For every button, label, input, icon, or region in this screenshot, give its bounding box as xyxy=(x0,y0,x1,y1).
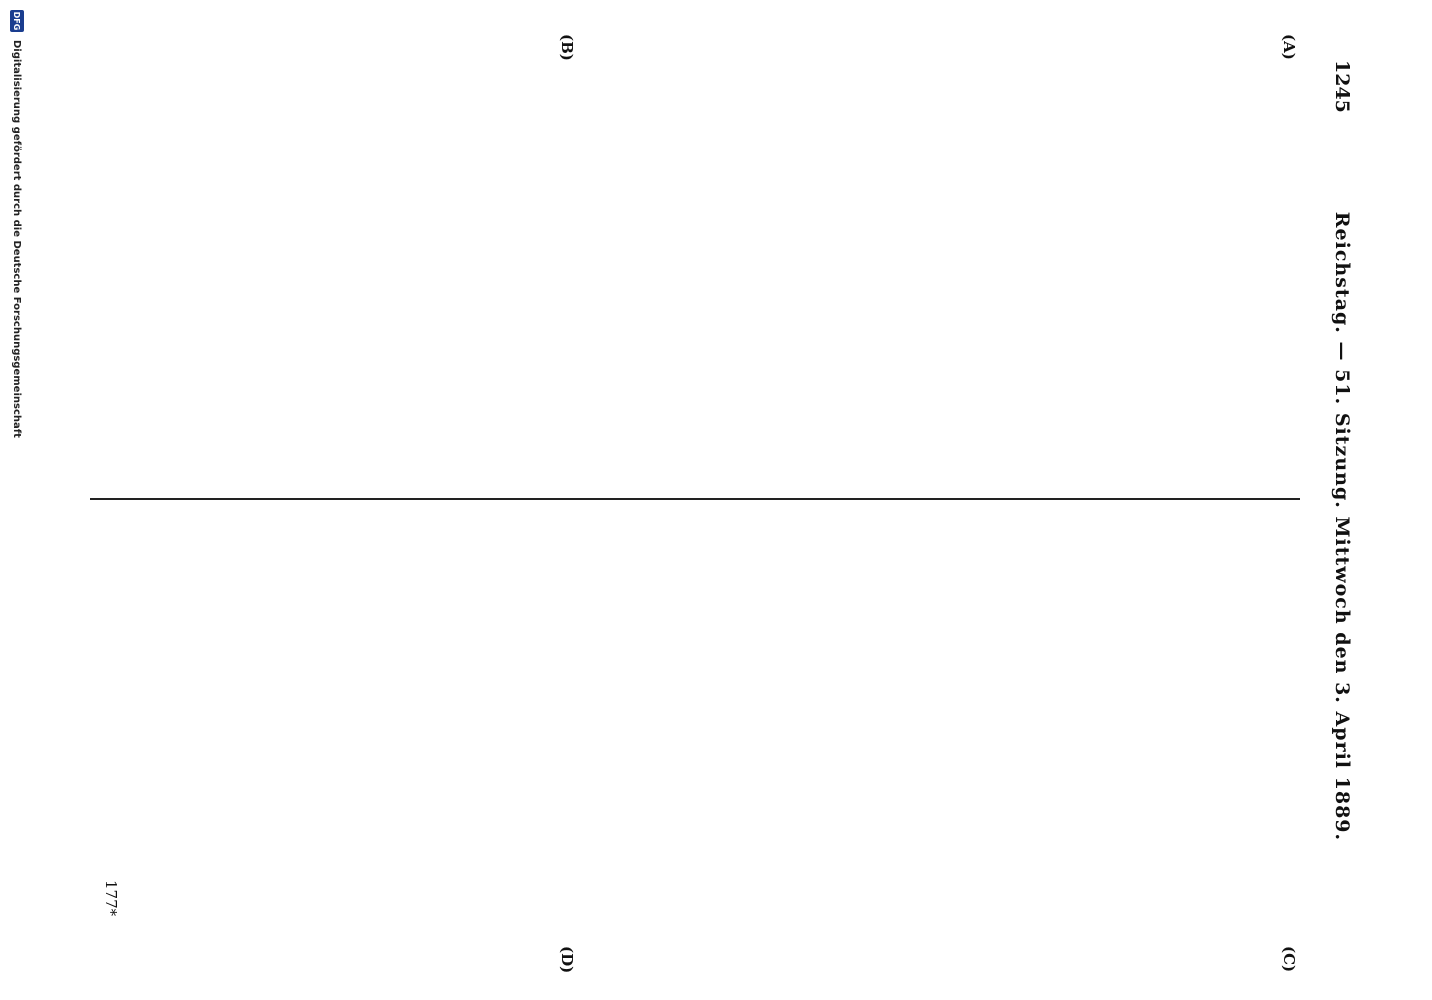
margin-letter-d: (D) xyxy=(558,946,576,974)
digitization-note xyxy=(6,10,28,990)
page-number: 1245 xyxy=(1331,60,1353,113)
margin-letter-b: (B) xyxy=(558,34,576,61)
page-header xyxy=(1322,60,1362,940)
right-text-column xyxy=(74,524,1314,940)
left-text-column xyxy=(74,60,1314,476)
page-title: Reichstag. — 51. Sitzung. Mittwoch den 3. April 1889. xyxy=(1331,211,1353,842)
margin-letter-c: (C) xyxy=(1280,946,1298,973)
digitization-text: Digitalisierung gefördert durch die Deutsche Forschungsgemeinschaft xyxy=(11,40,23,438)
margin-letter-a: (A) xyxy=(1280,34,1298,60)
column-divider xyxy=(90,498,1300,500)
dfg-logo: DFG xyxy=(10,10,24,32)
signature-number: 177* xyxy=(102,880,120,917)
